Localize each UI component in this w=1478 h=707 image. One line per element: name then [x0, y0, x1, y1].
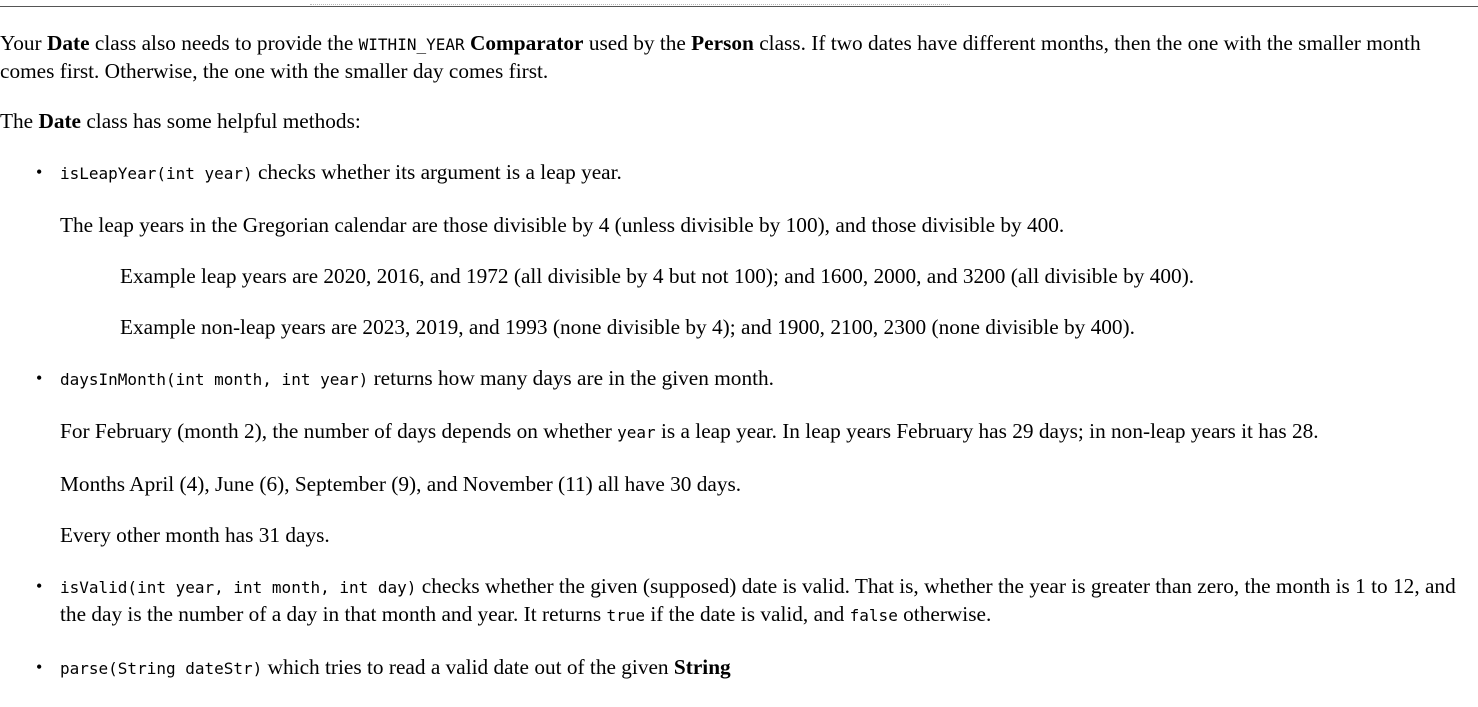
list-item-isvalid	[0, 573, 1478, 629]
document-body	[0, 30, 1478, 707]
other-months: Every other month has 31 days.	[60, 523, 330, 547]
february-rule: For February (month 2), the number of days depends on whether year is a leap year. In leap years February has 29 days; in non-leap years it has 28.	[60, 419, 1319, 443]
methods-lead-paragraph: The Date class has some helpful methods:	[0, 109, 361, 133]
method-isleapyear: isLeapYear(int year) checks whether its argument is a leap year.	[60, 160, 622, 184]
bullet-icon: •	[36, 576, 43, 596]
clipped-heading-remnant	[310, 0, 950, 5]
bullet-icon: •	[36, 162, 43, 182]
list-item-isleapyear	[0, 159, 1478, 340]
top-rule	[0, 0, 1478, 7]
thirty-day-months: Months April (4), June (6), September (9), and November (11) all have 30 days.	[60, 472, 742, 496]
method-parse: parse(String dateStr) which tries to read a valid date out of the given String	[60, 655, 731, 679]
method-daysinmonth: daysInMonth(int month, int year) returns how many days are in the given month.	[60, 366, 774, 390]
bullet-icon: •	[36, 657, 43, 677]
bullet-icon: •	[36, 368, 43, 388]
list-item-parse	[0, 654, 1478, 682]
leap-year-examples: Example leap years are 2020, 2016, and 1972 (all divisible by 4 but not 100); and 1600, 2000, and 3200 (all divisible by 400).	[120, 264, 1195, 288]
leap-year-rule: The leap years in the Gregorian calendar are those divisible by 4 (unless divisible by 100), and those divisible by 400.	[60, 213, 1065, 237]
intro-paragraph: Your Date class also needs to provide the WITHIN_YEAR Comparator used by the Person class. If two dates have different months, then the one with the smaller month comes first. Otherwise, the one with the smaller day comes first.	[0, 31, 1421, 83]
methods-list	[0, 159, 1478, 682]
method-isvalid: isValid(int year, int month, int day) checks whether the given (supposed) date is valid. That is, whether the year is greater than zero, the month is 1 to 12, and the day is the number of a day in that month and year. It returns true if the date is valid, and false otherwise.	[60, 574, 1456, 626]
non-leap-year-examples: Example non-leap years are 2023, 2019, and 1993 (none divisible by 4); and 1900, 2100, 2300 (none divisible by 400).	[120, 315, 1135, 339]
list-item-daysinmonth	[0, 365, 1478, 548]
